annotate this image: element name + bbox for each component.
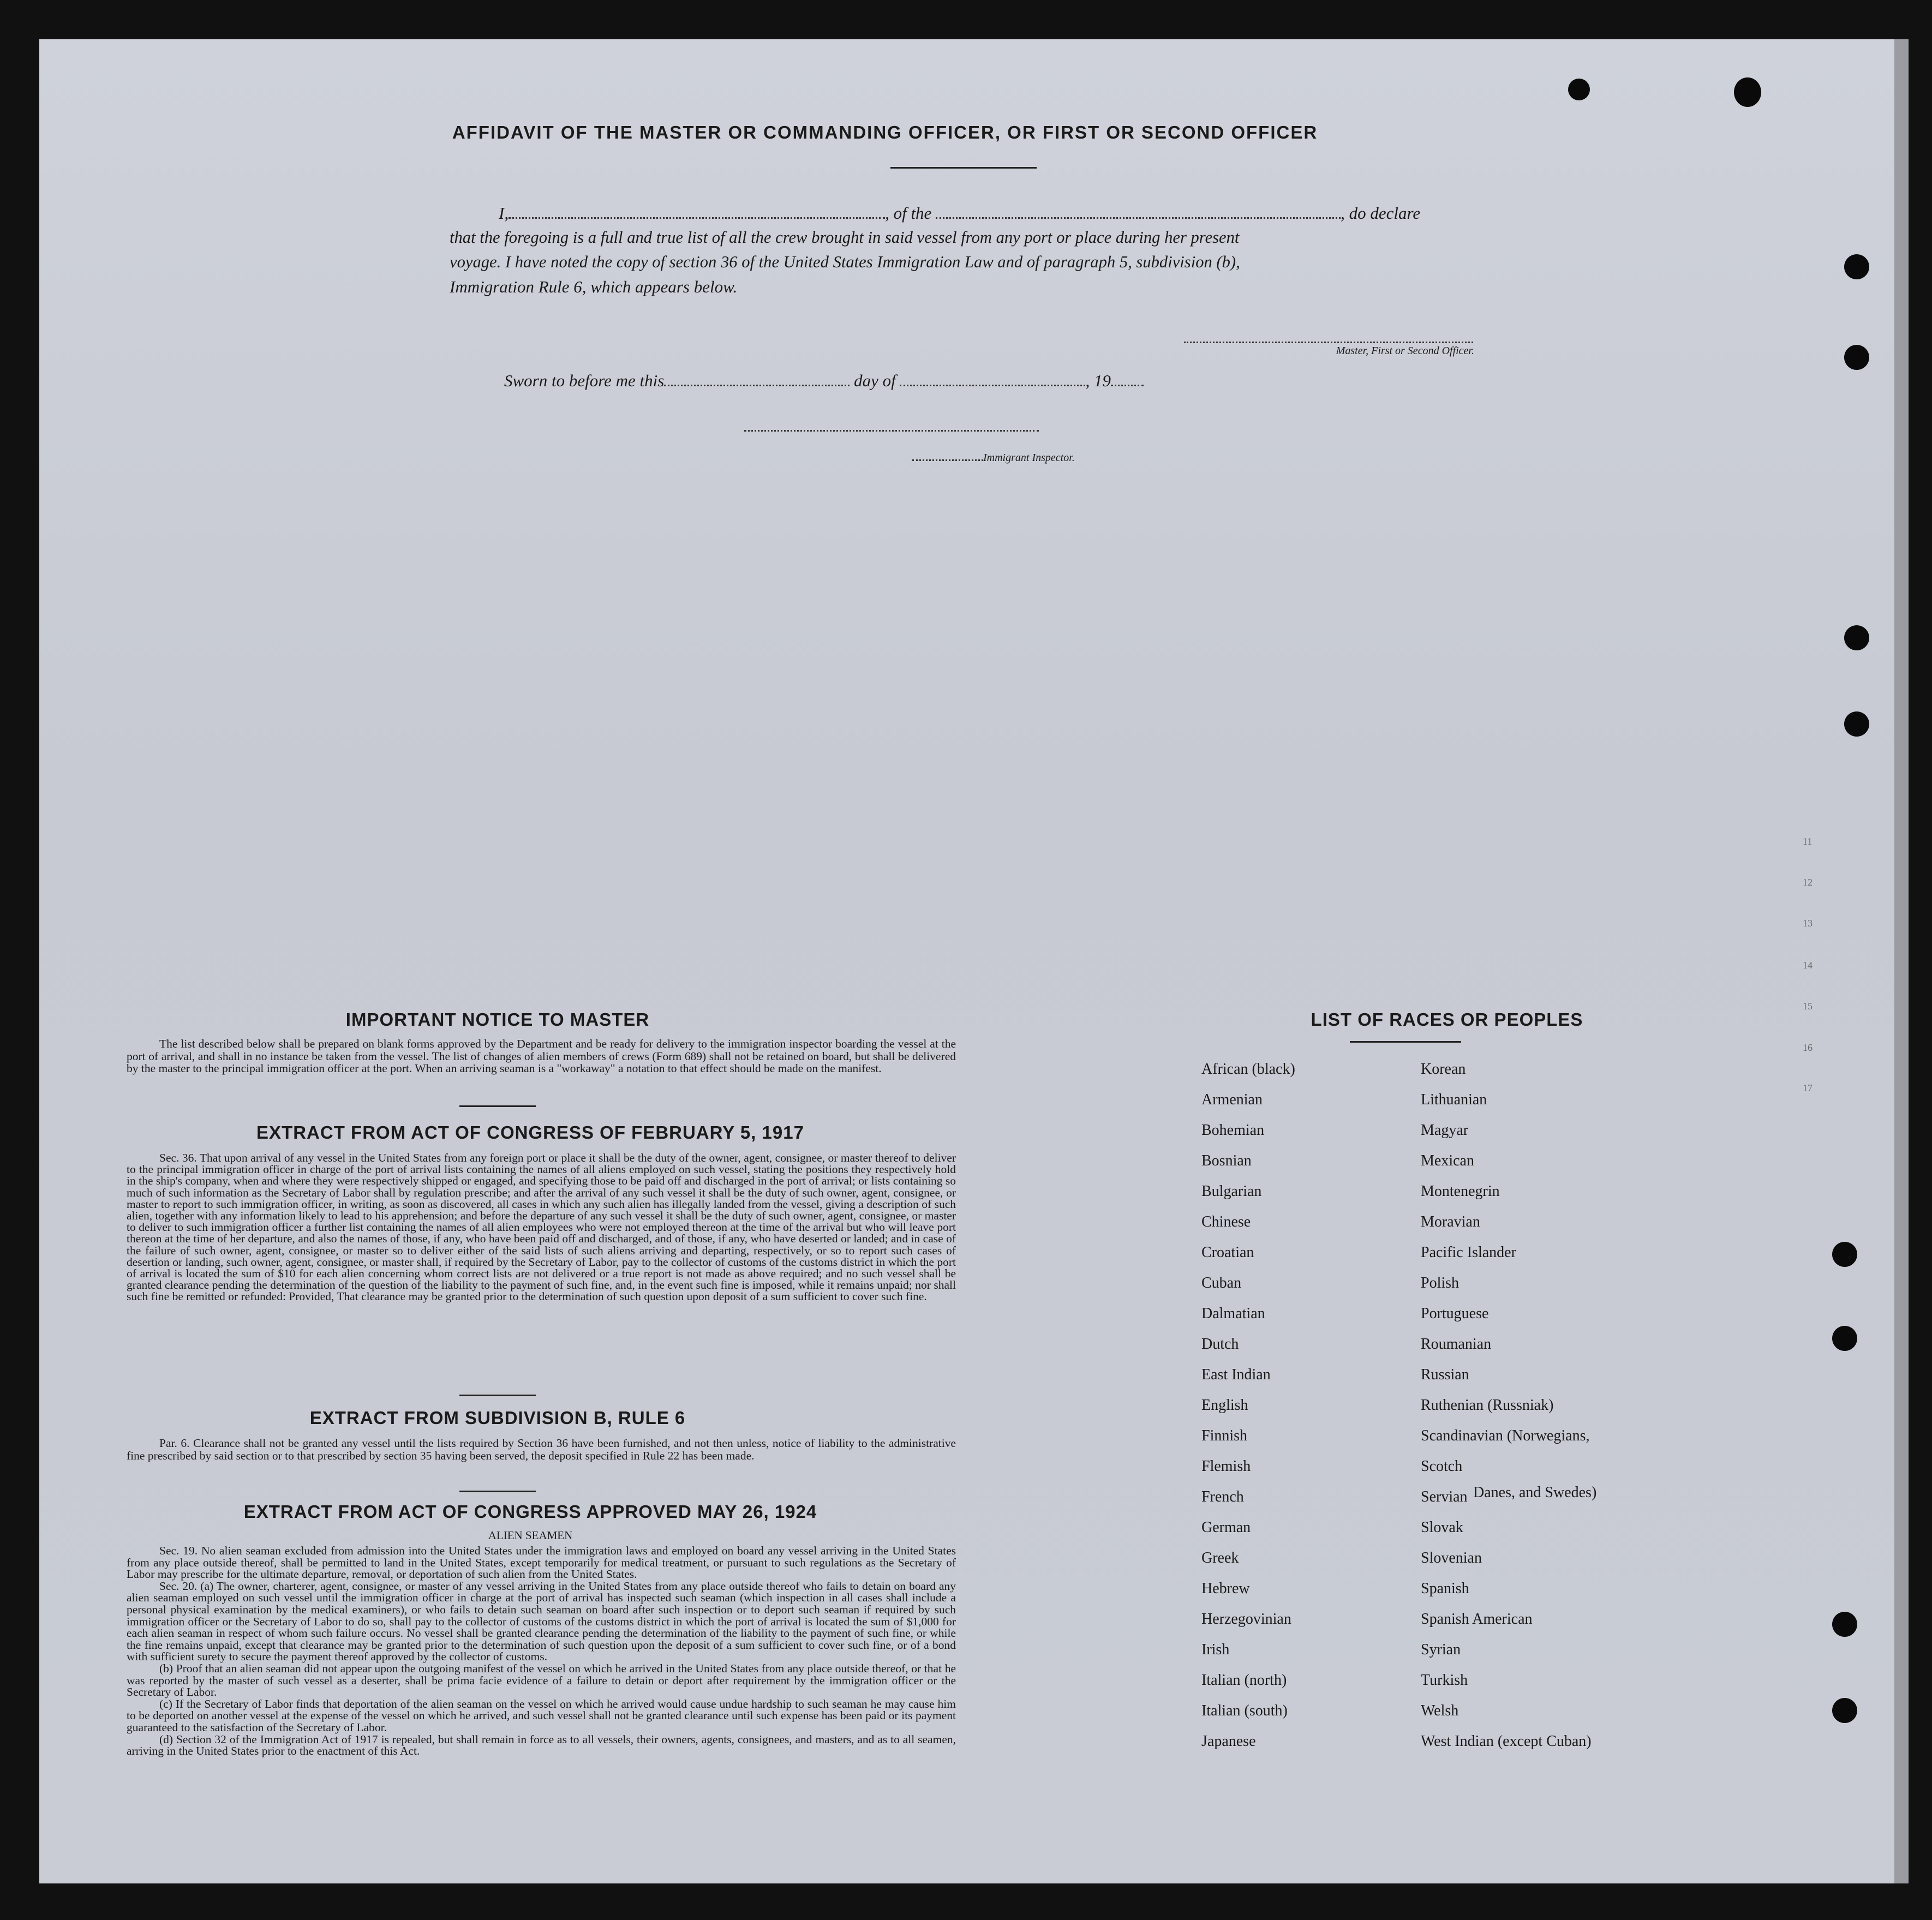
race-item: Italian (south)	[1201, 1702, 1288, 1719]
sec-20a-paragraph: Sec. 20. (a) The owner, charterer, agent, consignee, or master of any vessel arriving in the United States from any place outside thereof who fails to detain on board any alien seaman employed on such vessel until the immigration officer in charge at the port of arrival has inspected such seaman (which inspection in all cases shall include a personal physical examination by the medical examiners), or who fails to detain such seaman on board after such inspection or to deport such seaman if required by such immigration officer or the Secretary of Labor to do so, shall pay to the collector of customs of the customs district in which the port of arrival is located the sum of $1,000 for each alien seaman in respect of whom such failure occurs. No vessel shall be granted clearance pending the determination of the liability to the payment of such fine, or while the fine remains unpaid, except that clearance may be granted prior to the determination of such question upon the deposit of a sum sufficient to cover such fine, or of a bond with sufficient surety to secure the payment thereof approved by the collector of customs.	[127, 1579, 956, 1664]
race-item: Finnish	[1201, 1427, 1248, 1444]
race-item: Turkish	[1421, 1672, 1468, 1689]
race-item: English	[1201, 1397, 1248, 1414]
races-divider	[1350, 1041, 1461, 1043]
sec-20c-paragraph: (c) If the Secretary of Labor finds that deportation of the alien seaman on the vessel on which he arrived would cause undue hardship to such seaman he may cause him to be deported on another vessel at the expense of the vessel on which he arrived, and such vessel shall not be granted clearance until such expense has been paid or its payment guaranteed to the satisfaction of the Secretary of Labor.	[127, 1697, 956, 1734]
race-item: Italian (north)	[1201, 1672, 1287, 1689]
rule-6-title: EXTRACT FROM SUBDIVISION B, RULE 6	[309, 1408, 686, 1428]
race-item: Cuban	[1201, 1275, 1242, 1291]
race-item: Bosnian	[1201, 1152, 1252, 1169]
race-item: Pacific Islander	[1421, 1244, 1516, 1261]
race-item: West Indian (except Cuban)	[1421, 1733, 1592, 1750]
race-item: Armenian	[1201, 1091, 1263, 1108]
extract-1924-text	[127, 1545, 956, 1757]
race-item: Scandinavian (Norwegians,	[1421, 1427, 1590, 1444]
race-item: Irish	[1201, 1641, 1230, 1658]
extract-1924-title: EXTRACT FROM ACT OF CONGRESS APPROVED MAY 26, 1924	[243, 1502, 817, 1522]
race-item: Korean	[1421, 1061, 1466, 1078]
punch-hole	[1844, 345, 1869, 370]
race-item: Bohemian	[1201, 1122, 1265, 1139]
title-underline	[890, 167, 1037, 169]
declaration-do-declare: , do declare	[1341, 204, 1421, 223]
punch-hole	[1734, 77, 1761, 107]
race-item: Ruthenian (Russniak)	[1421, 1397, 1554, 1414]
race-item-continuation: Danes, and Swedes)	[1473, 1484, 1597, 1501]
notice-title: IMPORTANT NOTICE TO MASTER	[345, 1009, 650, 1030]
declaration-i: I,	[499, 204, 509, 223]
inspector-label-text: Immigrant Inspector.	[983, 452, 1075, 464]
alien-seamen-subtitle: ALIEN SEAMEN	[488, 1529, 573, 1542]
race-item: Scotch	[1421, 1458, 1463, 1475]
document-page	[39, 39, 1909, 1883]
inspector-dots	[912, 459, 983, 461]
extract-1917-text	[127, 1152, 956, 1303]
officer-signature-line[interactable]	[1184, 342, 1473, 343]
par-6-paragraph: Par. 6. Clearance shall not be granted any vessel until the lists required by Section 36 have been furnished, and not then unless, notice of liability to the administrative fine prescribed by said section or to that prescribed by section 35 having been served, the deposit specified in Rule 22 has been made.	[127, 1437, 956, 1462]
punch-hole	[1832, 1612, 1857, 1637]
punch-hole	[1844, 254, 1869, 279]
margin-mark: 15	[1803, 1001, 1813, 1012]
race-item: East Indian	[1201, 1366, 1271, 1383]
punch-hole	[1568, 79, 1590, 100]
sworn-day-blank[interactable]	[664, 385, 850, 386]
punch-hole	[1832, 1242, 1857, 1267]
race-item: Herzegovinian	[1201, 1611, 1291, 1628]
race-item: Montenegrin	[1421, 1183, 1500, 1200]
race-item: Spanish	[1421, 1580, 1469, 1597]
race-item: Magyar	[1421, 1122, 1469, 1139]
race-item: Welsh	[1421, 1702, 1459, 1719]
race-item: Syrian	[1421, 1641, 1461, 1658]
race-item: Hebrew	[1201, 1580, 1250, 1597]
sec-19-paragraph: Sec. 19. No alien seaman excluded from admission into the United States under the immigration laws and employed on board any vessel arriving in the United States from any place outside thereof, shall be permitted to land in the United States, except temporarily for medical treatment, or pursuant to such regulations as the Secretary of Labor may prescribe for the ultimate departure, removal, or deportation of such alien from the United States.	[127, 1544, 956, 1581]
race-item: Mexican	[1421, 1152, 1474, 1169]
punch-hole	[1832, 1326, 1857, 1351]
affidavit-title: AFFIDAVIT OF THE MASTER OR COMMANDING OFFICER, OR FIRST OR SECOND OFFICER	[452, 122, 1318, 142]
race-item: Dutch	[1201, 1336, 1239, 1353]
races-title: LIST OF RACES OR PEOPLES	[1311, 1009, 1583, 1030]
punch-hole	[1844, 625, 1869, 650]
margin-mark: 13	[1803, 918, 1813, 929]
margin-mark: 16	[1803, 1042, 1813, 1053]
rule-6-text	[127, 1437, 956, 1462]
race-item: Dalmatian	[1201, 1305, 1265, 1322]
section-divider	[459, 1491, 536, 1492]
race-item: Spanish American	[1421, 1611, 1533, 1628]
race-item: Slovenian	[1421, 1550, 1482, 1566]
race-item: Greek	[1201, 1550, 1239, 1566]
sec-36-paragraph: Sec. 36. That upon arrival of any vessel in the United States from any foreign port or place it shall be the duty of the owner, agent, consignee, or master thereof to deliver to the principal immigration officer in charge of the port of arrival lists containing the names of all aliens employed on such vessel, stating the positions they respectively hold in the ship's company, when and where they were respectively shipped or engaged, and specifying those to be paid off and discharged in the port of arrival; or lists containing so much of such information as the Secretary of Labor shall by regulation prescribe; and after the arrival of any such vessel it shall be the duty of such owner, agent, consignee, or master to report to such immigration officer, in writing, as soon as discovered, all cases in which any such alien has illegally landed from the vessel, giving a description of such alien, together with any information likely to lead to his apprehension; and before the departure of any such vessel it shall be the duty of such owner, agent, consignee, or master to deliver to such immigration officer a further list containing the names of all alien employees who were not employed thereon at the time of the arrival but who will leave port thereon at the time of her departure, and also the names of those, if any, who have been paid off and discharged, and of those, if any, who have deserted or landed; and in case of the failure of such owner, agent, consignee, or master so to deliver either of the said lists of such aliens arriving and departing, respectively, or so to report such cases of desertion or landing, such owner, agent, consignee, or master shall, if required by the Secretary of Labor, pay to the collector of customs of the customs district in which the port of arrival is located the sum of $10 for each alien concerning whom correct lists are not delivered or a true report is not made as above required; and no such vessel shall be granted clearance pending the determination of the question of the liability to the payment of such fine, and, in the event such fine is imposed, while it remains unpaid; nor shall such fine be remitted or refunded: Provided, That clearance may be granted prior to the determination of such question upon deposit of a sum sufficient to cover such fine.	[127, 1151, 956, 1303]
declaration-of-the: , of the	[885, 204, 932, 223]
race-item: Chinese	[1201, 1213, 1251, 1230]
sworn-day-of: day of	[854, 371, 896, 390]
officer-signature-label: Master, First or Second Officer.	[1336, 345, 1474, 357]
declaration-line-3: voyage. I have noted the copy of section 36 of the United States Immigration Law and of paragraph 5, subdivision (b),	[450, 253, 1240, 271]
extract-1917-title: EXTRACT FROM ACT OF CONGRESS OF FEBRUARY 5, 1917	[256, 1122, 804, 1143]
race-item: Croatian	[1201, 1244, 1254, 1261]
name-blank[interactable]	[509, 217, 885, 219]
punch-hole	[1844, 711, 1869, 737]
inspector-label	[912, 452, 1075, 464]
race-item: Moravian	[1421, 1213, 1480, 1230]
margin-mark: 11	[1803, 836, 1813, 847]
vessel-blank[interactable]	[936, 217, 1341, 219]
declaration-line-1	[450, 201, 1519, 225]
sec-20d-paragraph: (d) Section 32 of the Immigration Act of 1917 is repealed, but shall remain in force as to all vessels, their owners, agents, consignees, and masters, and as to all seamen, arriving in the United States prior to the enactment of this Act.	[127, 1732, 956, 1758]
section-divider	[459, 1395, 536, 1396]
declaration-line-4: Immigration Rule 6, which appears below.	[450, 277, 738, 296]
punch-hole	[1832, 1698, 1857, 1723]
race-item: Servian	[1421, 1488, 1468, 1505]
race-item: African (black)	[1201, 1061, 1295, 1078]
race-item: German	[1201, 1519, 1251, 1536]
race-item: Lithuanian	[1421, 1091, 1487, 1108]
margin-mark: 12	[1803, 877, 1813, 888]
sworn-year-blank[interactable]	[1111, 385, 1144, 386]
race-item: Roumanian	[1421, 1336, 1492, 1353]
inspector-signature-line[interactable]	[744, 430, 1039, 432]
margin-mark: 14	[1803, 960, 1813, 971]
race-item: Slovak	[1421, 1519, 1463, 1536]
race-item: Bulgarian	[1201, 1183, 1262, 1200]
race-item: Polish	[1421, 1275, 1460, 1291]
sworn-month-blank[interactable]	[900, 385, 1085, 386]
sec-20b-paragraph: (b) Proof that an alien seaman did not appear upon the outgoing manifest of the vessel on which he arrived in the United States from any place outside thereof, or that he was reported by the master of such vessel as a deserter, shall be prima facie evidence of a failure to detain or deport after requirement by the immigration officer or the Secretary of Labor.	[127, 1661, 956, 1699]
sworn-year: , 19	[1085, 371, 1111, 390]
race-item: French	[1201, 1488, 1244, 1505]
section-divider	[459, 1105, 536, 1107]
notice-text	[127, 1038, 956, 1075]
race-item: Portuguese	[1421, 1305, 1489, 1322]
sworn-text: Sworn to before me this	[504, 371, 665, 390]
declaration-line-2: that the foregoing is a full and true list of all the crew brought in said vessel from any port or place during her present	[450, 228, 1240, 247]
notice-paragraph: The list described below shall be prepared on blank forms approved by the Department and be ready for delivery to the immigration inspector boarding the vessel at the port of arrival, and shall in no instance be taken from the vessel. The list of changes of alien members of crews (Form 689) shall not be retained on board, but shall be delivered by the master to the principal immigration officer at the port. When an arriving seaman is a "workaway" a notation to that effect should be made on the manifest.	[127, 1037, 956, 1075]
race-item: Russian	[1421, 1366, 1469, 1383]
margin-mark: 17	[1803, 1082, 1813, 1093]
race-item: Japanese	[1201, 1733, 1256, 1750]
race-item: Flemish	[1201, 1458, 1251, 1475]
sworn-line	[504, 371, 1144, 391]
affidavit-declaration	[450, 201, 1519, 299]
